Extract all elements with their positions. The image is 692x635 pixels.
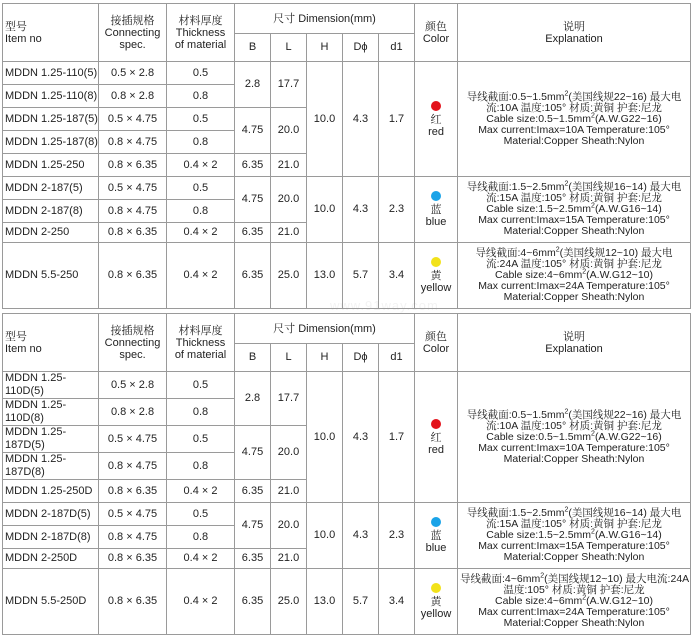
h-header: H	[307, 34, 343, 62]
model-cell: MDDN 1.25-187(8)	[3, 131, 99, 154]
color-cell-red: 红 red	[415, 62, 458, 177]
thickness-cell: 0.8	[167, 85, 235, 108]
b-cell: 2.8	[235, 62, 271, 108]
spec-cell: 0.8 × 4.75	[99, 453, 167, 480]
dphi-header: Dϕ	[343, 344, 379, 372]
h-cell: 10.0	[307, 62, 343, 177]
color-cell-blue: 蓝 blue	[415, 177, 458, 243]
l-cell: 25.0	[271, 243, 307, 309]
d1-header: d1	[379, 34, 415, 62]
table-row	[3, 372, 691, 399]
model-cell: MDDN 1.25-110(5)	[3, 62, 99, 85]
l-header: L	[271, 344, 307, 372]
model-cell: MDDN 2-250	[3, 223, 99, 243]
d1-cell: 1.7	[379, 62, 415, 177]
b-cell: 4.75	[235, 426, 271, 480]
thickness-header: 材料厚度 Thickness of material	[167, 4, 235, 62]
table-row	[3, 177, 691, 200]
b-cell: 6.35	[235, 154, 271, 177]
model-cell: MDDN 1.25-187D(8)	[3, 453, 99, 480]
dimension-header: 尺寸 Dimension(mm)	[235, 314, 415, 344]
h-header: H	[307, 344, 343, 372]
spec-cell: 0.8 × 2.8	[99, 85, 167, 108]
model-cell: MDDN 1.25-187(5)	[3, 108, 99, 131]
dphi-cell: 5.7	[343, 243, 379, 309]
spec-cell: 0.5 × 2.8	[99, 372, 167, 399]
dphi-cell: 4.3	[343, 503, 379, 569]
model-cell: MDDN 1.25-250	[3, 154, 99, 177]
thickness-cell: 0.5	[167, 108, 235, 131]
header-row	[3, 4, 691, 34]
b-cell: 6.35	[235, 569, 271, 635]
spec-cell: 0.5 × 4.75	[99, 177, 167, 200]
blue-dot-icon	[431, 517, 441, 527]
thickness-cell: 0.5	[167, 177, 235, 200]
thickness-cell: 0.5	[167, 503, 235, 526]
thickness-header: 材料厚度 Thickness of material	[167, 314, 235, 372]
thickness-cell: 0.5	[167, 426, 235, 453]
spec-cell: 0.5 × 4.75	[99, 426, 167, 453]
spec-cell: 0.8 × 6.35	[99, 154, 167, 177]
red-dot-icon	[431, 419, 441, 429]
header-row	[3, 314, 691, 344]
model-cell: MDDN 1.25-110D(5)	[3, 372, 99, 399]
l-cell: 21.0	[271, 154, 307, 177]
model-cell: MDDN 5.5-250	[3, 243, 99, 309]
l-cell: 20.0	[271, 503, 307, 549]
b-cell: 6.35	[235, 549, 271, 569]
h-cell: 10.0	[307, 372, 343, 503]
model-cell: MDDN 1.25-187D(5)	[3, 426, 99, 453]
thickness-cell: 0.8	[167, 399, 235, 426]
spec-table-standard	[2, 3, 691, 309]
spec-cell: 0.8 × 6.35	[99, 243, 167, 309]
color-cell-blue: 蓝 blue	[415, 503, 458, 569]
spec-cell: 0.8 × 4.75	[99, 131, 167, 154]
model-header: 型号 Item no	[3, 4, 99, 62]
thickness-cell: 0.4 × 2	[167, 549, 235, 569]
spec-cell: 0.8 × 2.8	[99, 399, 167, 426]
thickness-cell: 0.4 × 2	[167, 569, 235, 635]
explanation-cell: 导线截面$:4\sim 6mm^2$(美国线规12~10) 最大电 流:24A 温度:105° 材质:黄铜 护套:尼龙 Cable $size:4\sim 6mm^2(A.W.G12\sim 10)$ Max current:Imax=24A Temperature:105° Material:Copper Sheath:Nylon	[458, 243, 691, 309]
model-cell: MDDN 2-187(8)	[3, 200, 99, 223]
thickness-cell: 0.8	[167, 453, 235, 480]
spec-header: 接插规格 Connecting spec.	[99, 4, 167, 62]
dphi-cell: 4.3	[343, 62, 379, 177]
model-cell: MDDN 2-187(5)	[3, 177, 99, 200]
red-dot-icon	[431, 101, 441, 111]
h-cell: 13.0	[307, 243, 343, 309]
spec-cell: 0.8 × 6.35	[99, 549, 167, 569]
spec-cell: 0.8 × 6.35	[99, 480, 167, 503]
h-cell: 10.0	[307, 177, 343, 243]
spec-cell: 0.5 × 4.75	[99, 108, 167, 131]
model-cell: MDDN 2-187D(8)	[3, 526, 99, 549]
spec-cell: 0.8 × 6.35	[99, 223, 167, 243]
model-header: 型号 Item no	[3, 314, 99, 372]
color-header: 颜色 Color	[415, 4, 458, 62]
watermark: www.91way.com	[330, 298, 439, 313]
d1-header: d1	[379, 344, 415, 372]
dphi-header: Dϕ	[343, 34, 379, 62]
thickness-cell: 0.8	[167, 526, 235, 549]
d1-cell: 3.4	[379, 569, 415, 635]
model-cell: MDDN 1.25-250D	[3, 480, 99, 503]
table-row	[3, 569, 691, 635]
table-row	[3, 62, 691, 85]
spec-cell: 0.8 × 4.75	[99, 200, 167, 223]
h-cell: 10.0	[307, 503, 343, 569]
dphi-cell: 5.7	[343, 569, 379, 635]
b-cell: 6.35	[235, 243, 271, 309]
color-header: 颜色 Color	[415, 314, 458, 372]
model-cell: MDDN 1.25-110D(8)	[3, 399, 99, 426]
model-cell: MDDN 1.25-110(8)	[3, 85, 99, 108]
explanation-cell: 导线截面$:1.5\sim 2.5mm^2$(美国线规16~14) 最大电 流:15A 温度:105° 材质:黄铜 护套:尼龙 Cable $size:1.5\sim 2.5mm^2(A.W.G16\sim 14)$ Max current:Imax=15A Temperature:105° Material:Copper Sheath:Nylon	[458, 503, 691, 569]
b-cell: 4.75	[235, 108, 271, 154]
spec-cell: 0.5 × 2.8	[99, 62, 167, 85]
b-cell: 6.35	[235, 223, 271, 243]
d1-cell: 2.3	[379, 503, 415, 569]
h-cell: 13.0	[307, 569, 343, 635]
l-cell: 17.7	[271, 372, 307, 426]
yellow-dot-icon	[431, 257, 441, 267]
l-cell: 21.0	[271, 223, 307, 243]
b-cell: 2.8	[235, 372, 271, 426]
thickness-cell: 0.5	[167, 62, 235, 85]
l-header: L	[271, 34, 307, 62]
spec-header: 接插规格 Connecting spec.	[99, 314, 167, 372]
explanation-header: 说明 Explanation	[458, 4, 691, 62]
blue-dot-icon	[431, 191, 441, 201]
dphi-cell: 4.3	[343, 177, 379, 243]
b-cell: 4.75	[235, 177, 271, 223]
b-cell: 4.75	[235, 503, 271, 549]
l-cell: 21.0	[271, 549, 307, 569]
thickness-cell: 0.8	[167, 131, 235, 154]
b-header: B	[235, 34, 271, 62]
model-cell: MDDN 2-250D	[3, 549, 99, 569]
table-row	[3, 243, 691, 309]
d1-cell: 3.4	[379, 243, 415, 309]
explanation-cell: 导线截面$:0.5\sim 1.5mm^2$(美国线规22~16) 最大电 流:10A 温度:105° 材质:黄铜 护套:尼龙 Cable $size:0.5\sim 1.5mm^2(A.W.G22\sim 16)$ Max current:Imax=10A Temperature:105° Material:Copper Sheath:Nylon	[458, 372, 691, 503]
thickness-cell: 0.8	[167, 200, 235, 223]
explanation-cell: 导线截面$:0.5\sim 1.5mm^2$(美国线规22~16) 最大电 流:10A 温度:105° 材质:黄铜 护套:尼龙 Cable $size:0.5\sim 1.5mm^2(A.W.G22\sim 16)$ Max current:Imax=10A Temperature:105° Material:Copper Sheath:Nylon	[458, 62, 691, 177]
l-cell: 20.0	[271, 108, 307, 154]
explanation-cell: 导线截面$:4\sim 6mm^2$(美国线规12~10) 最大电流:24A 温度:105° 材质:黄铜 护套:尼龙 Cable $size:4\sim 6mm^2(A.W.G12\sim 10)$ Max current:Imax=24A Temperature:105° Material:Copper Sheath:Nylon	[458, 569, 691, 635]
color-cell-yellow: 黄 yellow	[415, 569, 458, 635]
dimension-header: 尺寸 Dimension(mm)	[235, 4, 415, 34]
l-cell: 20.0	[271, 177, 307, 223]
l-cell: 21.0	[271, 480, 307, 503]
thickness-cell: 0.4 × 2	[167, 223, 235, 243]
color-cell-yellow: 黄 yellow	[415, 243, 458, 309]
l-cell: 25.0	[271, 569, 307, 635]
thickness-cell: 0.5	[167, 372, 235, 399]
spec-cell: 0.8 × 6.35	[99, 569, 167, 635]
model-cell: MDDN 2-187D(5)	[3, 503, 99, 526]
table-row	[3, 503, 691, 526]
spec-table-d-series	[2, 313, 691, 635]
b-cell: 6.35	[235, 480, 271, 503]
thickness-cell: 0.4 × 2	[167, 243, 235, 309]
d1-cell: 2.3	[379, 177, 415, 243]
d1-cell: 1.7	[379, 372, 415, 503]
l-cell: 20.0	[271, 426, 307, 480]
dphi-cell: 4.3	[343, 372, 379, 503]
spec-cell: 0.5 × 4.75	[99, 503, 167, 526]
explanation-header: 说明 Explanation	[458, 314, 691, 372]
color-cell-red: 红 red	[415, 372, 458, 503]
b-header: B	[235, 344, 271, 372]
thickness-cell: 0.4 × 2	[167, 480, 235, 503]
thickness-cell: 0.4 × 2	[167, 154, 235, 177]
spec-cell: 0.8 × 4.75	[99, 526, 167, 549]
l-cell: 17.7	[271, 62, 307, 108]
model-cell: MDDN 5.5-250D	[3, 569, 99, 635]
explanation-cell: 导线截面$:1.5\sim 2.5mm^2$(美国线规16~14) 最大电 流:15A 温度:105° 材质:黄铜 护套:尼龙 Cable $size:1.5\sim 2.5mm^2(A.W.G16\sim 14)$ Max current:Imax=15A Temperature:105° Material:Copper Sheath:Nylon	[458, 177, 691, 243]
yellow-dot-icon	[431, 583, 441, 593]
